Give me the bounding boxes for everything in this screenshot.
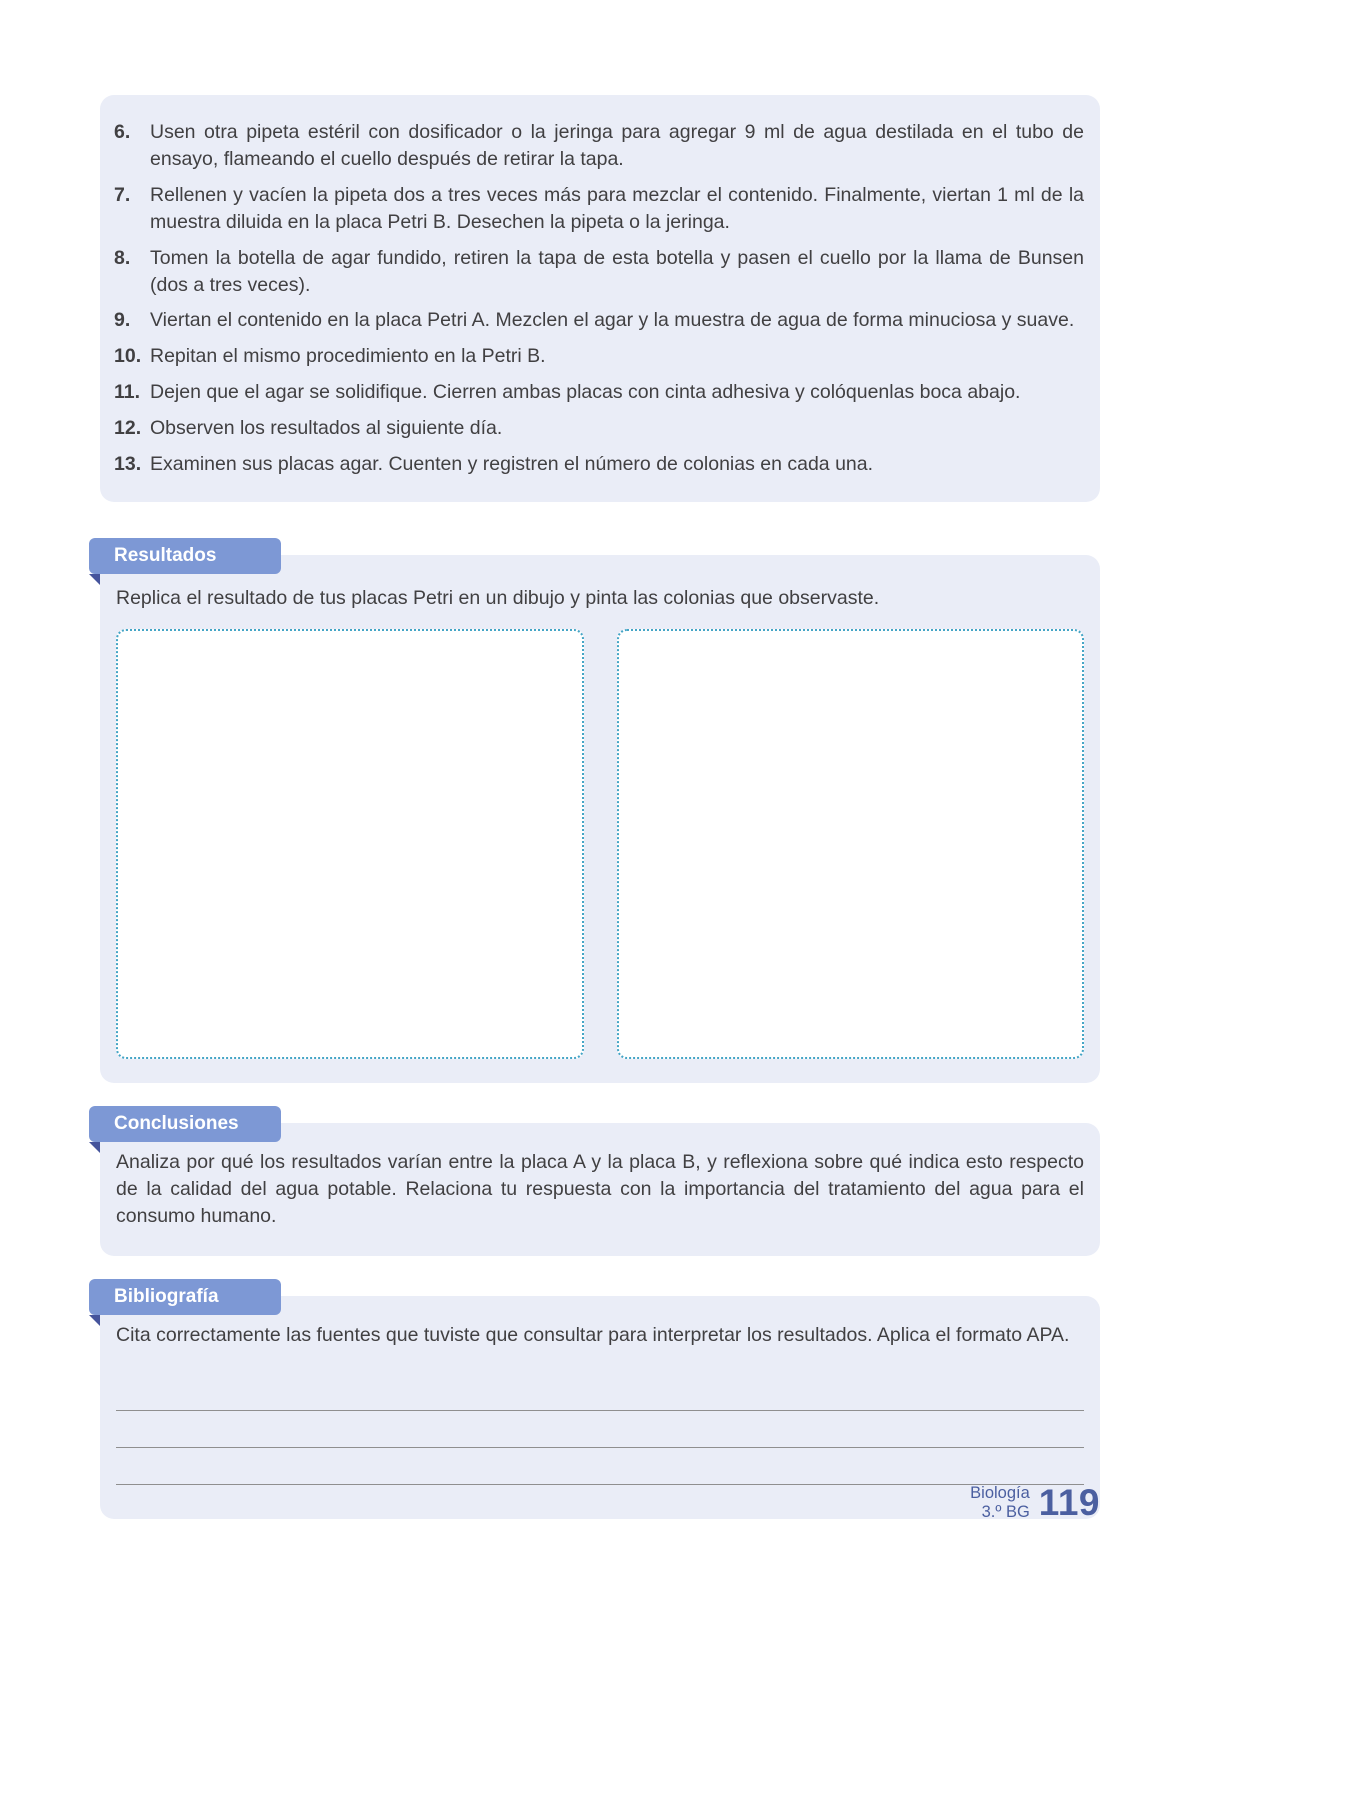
bibliografia-instruction: Cita correctamente las fuentes que tuviste que consultar para interpretar los resultados. Aplica el formato APA. [116,1323,1070,1346]
procedure-step [114,451,1086,478]
step-text: Rellenen y vacíen la pipeta dos a tres veces más para mezclar el contenido. Finalmente, viertan 1 ml de la muestra diluida en la placa Petri B. Desechen la pipeta o la jeringa. [150,183,1084,233]
step-number: 6. [114,121,131,143]
step-text: Dejen que el agar se solidifique. Cierren ambas placas con cinta adhesiva y colóquenlas boca abajo. [150,381,1021,404]
section-conclusiones [100,1112,1100,1256]
step-number: 10. [114,345,142,368]
footer-subject-grade [970,1484,1030,1522]
resultados-instruction: Replica el resultado de tus placas Petri en un dibujo y pinta las colonias que observaste. [116,586,880,609]
footer-grade: 3.º BG [981,1503,1030,1521]
page-content [100,0,1100,1519]
step-number: 9. [114,309,131,332]
step-text: Observen los resultados al siguiente día. [150,417,503,440]
bibliografia-tab-label: Bibliografía [114,1285,219,1307]
procedure-step [114,343,1086,370]
step-number: 13. [114,453,142,476]
answer-line[interactable] [116,1374,1084,1411]
conclusiones-tab-label: Conclusiones [114,1112,239,1134]
procedure-step [114,379,1086,406]
step-text: Usen otra pipeta estéril con dosificador o la jeringa para agregar 9 ml de agua destilada en el tubo de ensayo, flameando el cuello después de retirar la tapa. [150,121,1084,170]
resultados-tab-label: Resultados [114,544,217,566]
resultados-panel [100,555,1100,1083]
petri-drawing-box-a[interactable] [116,629,584,1059]
resultados-tab [89,538,281,574]
procedure-step [114,245,1086,299]
procedure-step [114,415,1086,442]
answer-lines [116,1374,1084,1485]
answer-line[interactable] [116,1448,1084,1485]
petri-drawing-box-b[interactable] [617,629,1085,1059]
conclusiones-tab [89,1106,281,1142]
step-text: Repitan el mismo procedimiento en la Petri B. [150,345,546,368]
procedure-step [114,119,1086,173]
footer-subject: Biología [970,1484,1030,1503]
step-text: Examinen sus placas agar. Cuenten y registren el número de colonias en cada una. [150,453,874,476]
bibliografia-tab [89,1279,281,1315]
section-resultados [100,544,1100,1083]
step-text: Tomen la botella de agar fundido, retiren la tapa de esta botella y pasen el cuello por la llama de Bunsen (dos a tres veces). [150,246,1084,296]
step-text: Viertan el contenido en la placa Petri A. Mezclen el agar y la muestra de agua de forma minuciosa y suave. [150,309,1075,332]
step-number: 12. [114,417,142,440]
step-number: 11. [114,381,141,404]
page-number: 119 [1038,1482,1100,1523]
procedure-steps-panel [100,95,1100,502]
procedure-step [114,182,1086,236]
conclusiones-instruction: Analiza por qué los resultados varían entre la placa A y la placa B, y reflexiona sobre qué indica esto respecto de la calidad del agua potable. Relaciona tu respuesta con la importancia del tratamiento del agua para el consumo humano. [116,1150,1084,1227]
answer-line[interactable] [116,1411,1084,1448]
procedure-step [114,307,1086,334]
page-footer [100,1482,1100,1524]
step-number: 7. [114,183,131,206]
conclusiones-panel [100,1123,1100,1256]
step-number: 8. [114,246,131,269]
drawing-area-row [116,629,1084,1059]
